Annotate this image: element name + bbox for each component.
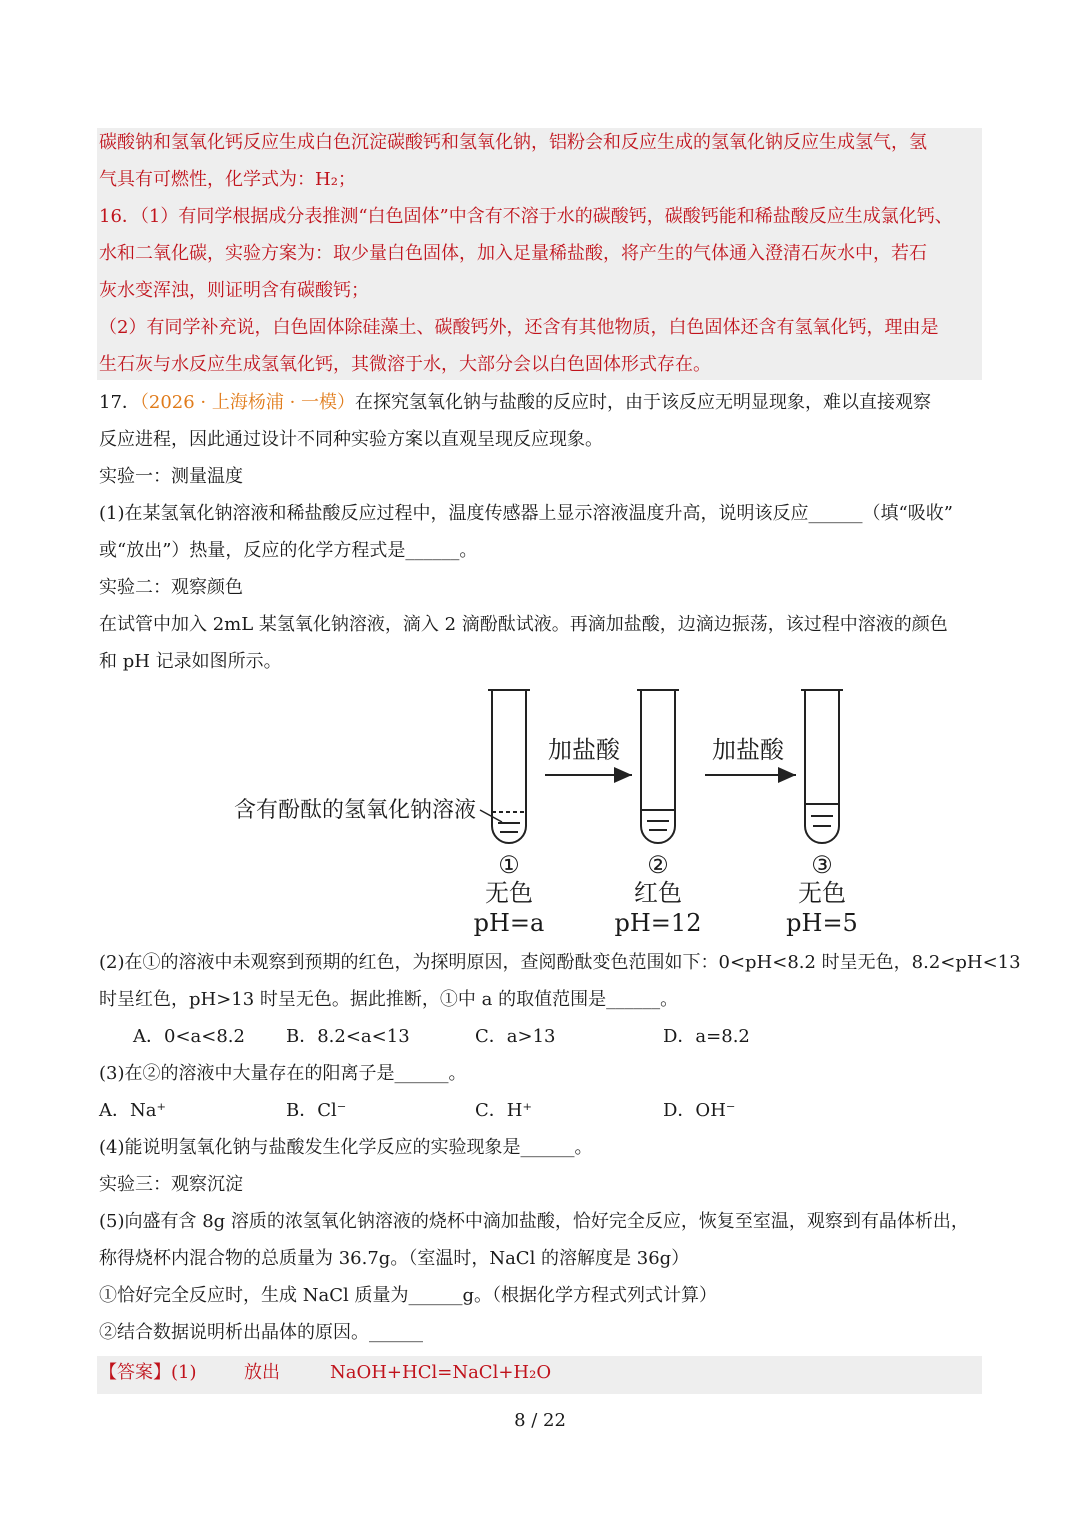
- part-3-option-c: C．H⁺: [475, 1100, 532, 1121]
- part-5-line-2: 称得烧杯内混合物的总质量为 36.7g。（室温时，NaCl 的溶解度是 36g）: [99, 1248, 690, 1269]
- answer-line-7: 生石灰与水反应生成氢氧化钙，其微溶于水，大部分会以白色固体形式存在。: [99, 354, 711, 375]
- part-5-line-4: ②结合数据说明析出晶体的原因。______: [99, 1322, 423, 1343]
- part-4-line: (4)能说明氢氧化钠与盐酸发生化学反应的实验现象是______。: [99, 1137, 593, 1158]
- test-tube-1: [488, 690, 530, 843]
- test-tube-diagram: [0, 680, 1080, 940]
- part-3-line-1: (3)在②的溶液中大量存在的阳离子是______。: [99, 1063, 467, 1084]
- tube-3-ph: pH=5: [786, 909, 858, 937]
- tube-1-ph: pH=a: [473, 909, 545, 937]
- page-number: 8 / 22: [514, 1410, 566, 1431]
- part-2-option-b: B．8.2<a<13: [286, 1026, 410, 1047]
- answer-line-4: 水和二氧化碳，实验方案为：取少量白色固体，加入足量稀盐酸，将产生的气体通入澄清石灰水中，若石: [99, 243, 927, 264]
- part-3-option-b: B．Cl⁻: [286, 1100, 347, 1121]
- arrow-2-label: 加盐酸: [712, 736, 784, 764]
- answer-line-3: 16．（1）有同学根据成分表推测“白色固体”中含有不溶于水的碳酸钙，碳酸钙能和稀盐酸反应生成氯化钙、: [99, 206, 953, 227]
- part-2-option-a: A．0<a<8.2: [133, 1026, 245, 1047]
- arrow-1-label: 加盐酸: [548, 736, 620, 764]
- answer-line-1: 碳酸钠和氢氧化钙反应生成白色沉淀碳酸钙和氢氧化钠，铝粉会和反应生成的氢氧化钠反应生成氢气，氢: [99, 132, 927, 153]
- answer-1: 放出: [244, 1362, 280, 1383]
- experiment-1-title: 实验一：测量温度: [99, 466, 243, 487]
- answer-line-5: 灰水变浑浊，则证明含有碳酸钙；: [99, 280, 369, 301]
- answer-2: NaOH+HCl=NaCl+H₂O: [330, 1362, 552, 1383]
- tube-1-color: 无色: [485, 879, 533, 907]
- test-tube-2: [637, 690, 679, 843]
- experiment-2-title: 实验二：观察颜色: [99, 577, 243, 598]
- part-3-option-d: D．OH⁻: [663, 1100, 736, 1121]
- answer-label: 【答案】: [99, 1362, 171, 1383]
- part-3-option-a: A．Na⁺: [99, 1100, 166, 1121]
- tube-2-ph: pH=12: [614, 909, 702, 937]
- test-tube-3: [801, 690, 843, 843]
- part-2-line-2: 时呈红色，pH>13 时呈无色。据此推断，①中 a 的取值范围是______。: [99, 989, 679, 1010]
- answer-part: (1): [171, 1362, 197, 1383]
- part-2-option-c: C．a>13: [475, 1026, 556, 1047]
- tube-1-number: ①: [498, 851, 520, 879]
- question-17-line-2: 反应进程，因此通过设计不同种实验方案以直观呈现反应现象。: [99, 429, 603, 450]
- part-2-line-1: (2)在①的溶液中未观察到预期的红色，为探明原因，查阅酚酞变色范围如下：0<pH<8.2 时呈无色，8.2<pH<13: [99, 952, 1021, 973]
- part-1-line-2: 或“放出”）热量，反应的化学方程式是______。: [99, 540, 478, 561]
- part-5-line-1: (5)向盛有含 8g 溶质的浓氢氧化钠溶液的烧杯中滴加盐酸，恰好完全反应，恢复至室温，观察到有晶体析出，: [99, 1211, 969, 1232]
- experiment-2-line-1: 在试管中加入 2mL 某氢氧化钠溶液，滴入 2 滴酚酞试液。再滴加盐酸，边滴边振荡，该过程中溶液的颜色: [99, 614, 948, 635]
- answer-line-2: 气具有可燃性，化学式为：H₂；: [99, 169, 356, 190]
- part-2-option-d: D．a=8.2: [663, 1026, 750, 1047]
- tube-2-color: 红色: [634, 879, 682, 907]
- experiment-2-line-2: 和 pH 记录如图所示。: [99, 651, 282, 672]
- solution-label: 含有酚酞的氢氧化钠溶液: [234, 798, 477, 823]
- question-text: 在探究氢氧化钠与盐酸的反应时，由于该反应无明显现象，难以直接观察: [355, 392, 932, 413]
- experiment-3-title: 实验三：观察沉淀: [99, 1174, 243, 1195]
- question-number: 17．: [99, 392, 140, 413]
- part-5-line-3: ①恰好完全反应时，生成 NaCl 质量为______g。（根据化学方程式列式计算）: [99, 1285, 717, 1306]
- answer-line-6: （2）有同学补充说，白色固体除硅藻土、碳酸钙外，还含有其他物质，白色固体还含有氢氧化钙，理由是: [99, 317, 939, 338]
- question-17-line-1: [99, 390, 931, 416]
- tube-3-color: 无色: [798, 879, 846, 907]
- answer-row: [99, 1360, 197, 1386]
- part-1-line-1: (1)在某氢氧化钠溶液和稀盐酸反应过程中，温度传感器上显示溶液温度升高，说明该反应______（填“吸收”: [99, 503, 953, 524]
- question-source: （2026 · 上海杨浦 · 一模）: [139, 392, 356, 413]
- tube-3-number: ③: [811, 851, 833, 879]
- tube-2-number: ②: [647, 851, 669, 879]
